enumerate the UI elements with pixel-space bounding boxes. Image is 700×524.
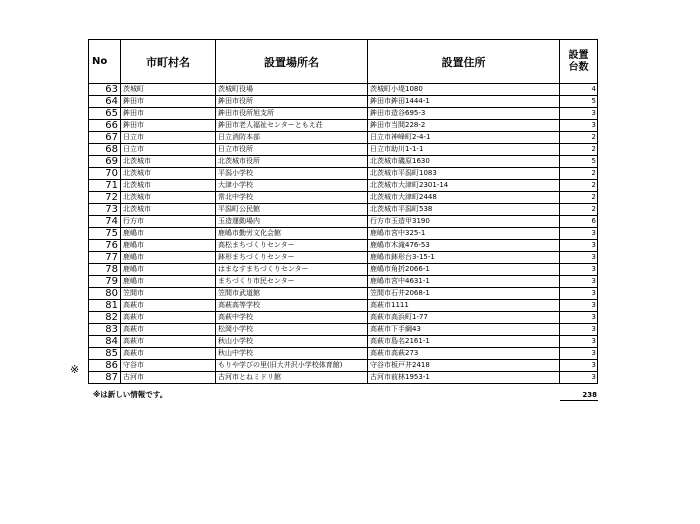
row-count: 3 [560, 240, 598, 252]
row-city: 北茨城市 [121, 168, 216, 180]
facility-table [88, 39, 598, 384]
row-place: 常北中学校 [216, 192, 368, 204]
row-city: 茨城町 [121, 84, 216, 96]
row-count: 2 [560, 192, 598, 204]
row-place: まちづくり市民センター [216, 276, 368, 288]
row-city: 行方市 [121, 216, 216, 228]
row-address: 日立市助川1-1-1 [368, 144, 560, 156]
row-no: 76 [89, 240, 121, 252]
row-city: 鉾田市 [121, 108, 216, 120]
table-body [89, 84, 598, 384]
row-address: 高萩市高浜町1-77 [368, 312, 560, 324]
row-address: 鉾田市当間228-2 [368, 120, 560, 132]
row-no: 75 [89, 228, 121, 240]
row-address: 高萩市下手綱43 [368, 324, 560, 336]
row-count: 4 [560, 84, 598, 96]
header-address: 設置住所 [368, 40, 560, 84]
row-address: 茨城町小堤1080 [368, 84, 560, 96]
row-city: 高萩市 [121, 336, 216, 348]
row-place: 笠間市武道館 [216, 288, 368, 300]
row-no: 78 [89, 264, 121, 276]
row-no: 86 [89, 360, 121, 372]
row-count: 3 [560, 324, 598, 336]
row-city: 高萩市 [121, 324, 216, 336]
header-count [560, 40, 598, 84]
row-city: 北茨城市 [121, 156, 216, 168]
table-row [89, 180, 598, 192]
row-count: 3 [560, 348, 598, 360]
row-count: 2 [560, 180, 598, 192]
row-no: 83 [89, 324, 121, 336]
row-address: 鉾田市鉾田1444-1 [368, 96, 560, 108]
row-city: 笠間市 [121, 288, 216, 300]
row-address: 鹿嶋市木滝476-53 [368, 240, 560, 252]
row-city: 日立市 [121, 144, 216, 156]
row-place: 松岡小学校 [216, 324, 368, 336]
row-place: もりや学びの里(旧大井沢小学校体育館) [216, 360, 368, 372]
table-row [89, 348, 598, 360]
row-address: 古河市前林1953-1 [368, 372, 560, 384]
table-row [89, 156, 598, 168]
row-place: 大津小学校 [216, 180, 368, 192]
row-count: 5 [560, 156, 598, 168]
row-no: 84 [89, 336, 121, 348]
table-row [89, 336, 598, 348]
header-place: 設置場所名 [216, 40, 368, 84]
row-count: 3 [560, 288, 598, 300]
row-no: 71 [89, 180, 121, 192]
row-count: 3 [560, 108, 598, 120]
table-row [89, 204, 598, 216]
row-address: 北茨城市大津町2448 [368, 192, 560, 204]
row-city: 鉾田市 [121, 120, 216, 132]
row-city: 鹿嶋市 [121, 264, 216, 276]
row-address: 高萩市1111 [368, 300, 560, 312]
row-count: 6 [560, 216, 598, 228]
row-place: 北茨城市役所 [216, 156, 368, 168]
header-city: 市町村名 [121, 40, 216, 84]
row-count: 3 [560, 336, 598, 348]
row-address: 日立市神峰町2-4-1 [368, 132, 560, 144]
row-city: 鹿嶋市 [121, 276, 216, 288]
row-no: 85 [89, 348, 121, 360]
row-no: 73 [89, 204, 121, 216]
row-count: 2 [560, 168, 598, 180]
table-row [89, 372, 598, 384]
row-city: 北茨城市 [121, 180, 216, 192]
row-no: 68 [89, 144, 121, 156]
row-address: 鹿嶋市宮中325-1 [368, 228, 560, 240]
row-place: 日立市役所 [216, 144, 368, 156]
row-count: 3 [560, 276, 598, 288]
table-row [89, 192, 598, 204]
row-address: 北茨城市大津町2301-14 [368, 180, 560, 192]
row-count: 3 [560, 372, 598, 384]
row-city: 鹿嶋市 [121, 240, 216, 252]
row-address: 北茨城市磯原1630 [368, 156, 560, 168]
row-address: 行方市玉造甲3190 [368, 216, 560, 228]
table-row [89, 108, 598, 120]
row-no: 70 [89, 168, 121, 180]
row-count: 3 [560, 312, 598, 324]
row-place: 鉾田市役所 [216, 96, 368, 108]
row-place: 鹿嶋市勤労文化会館 [216, 228, 368, 240]
row-address: 鉾田市造谷695-3 [368, 108, 560, 120]
row-count: 3 [560, 252, 598, 264]
row-place: 鉢形まちづくりセンター [216, 252, 368, 264]
row-count: 2 [560, 144, 598, 156]
row-no: 69 [89, 156, 121, 168]
row-city: 古河市 [121, 372, 216, 384]
row-count: 3 [560, 300, 598, 312]
row-city: 鹿嶋市 [121, 228, 216, 240]
row-city: 北茨城市 [121, 192, 216, 204]
row-no: 87 [89, 372, 121, 384]
new-info-marker: ※ [70, 363, 80, 376]
row-city: 鹿嶋市 [121, 252, 216, 264]
table-row [89, 96, 598, 108]
row-address: 高萩市島名2161-1 [368, 336, 560, 348]
row-city: 高萩市 [121, 312, 216, 324]
header-count-line1: 設置 [568, 49, 589, 61]
table-row [89, 240, 598, 252]
header-count-line2: 台数 [568, 61, 589, 73]
row-city: 北茨城市 [121, 204, 216, 216]
row-count: 3 [560, 120, 598, 132]
row-no: 74 [89, 216, 121, 228]
row-place: 高萩中学校 [216, 312, 368, 324]
row-no: 64 [89, 96, 121, 108]
row-no: 82 [89, 312, 121, 324]
row-place: 鉾田市役所旭支所 [216, 108, 368, 120]
row-place: 日立消防本部 [216, 132, 368, 144]
row-no: 72 [89, 192, 121, 204]
row-address: 北茨城市平潟町538 [368, 204, 560, 216]
row-city: 守谷市 [121, 360, 216, 372]
row-address: 鹿嶋市宮中4631-1 [368, 276, 560, 288]
row-count: 3 [560, 228, 598, 240]
table-row [89, 228, 598, 240]
table-row [89, 360, 598, 372]
row-address: 鹿嶋市角折2066-1 [368, 264, 560, 276]
table-row [89, 120, 598, 132]
table-row [89, 264, 598, 276]
row-address: 高萩市高萩273 [368, 348, 560, 360]
row-address: 北茨城市平潟町1083 [368, 168, 560, 180]
row-no: 77 [89, 252, 121, 264]
row-count: 5 [560, 96, 598, 108]
row-place: 玉造運動場内 [216, 216, 368, 228]
table-row [89, 132, 598, 144]
table-row [89, 252, 598, 264]
row-place: 茨城町役場 [216, 84, 368, 96]
table-row [89, 84, 598, 96]
table-row [89, 288, 598, 300]
table-row [89, 144, 598, 156]
row-no: 63 [89, 84, 121, 96]
facility-table-sheet [88, 39, 598, 384]
row-city: 日立市 [121, 132, 216, 144]
row-count: 2 [560, 132, 598, 144]
row-count: 3 [560, 264, 598, 276]
row-address: 鹿嶋市鉢形台3-15-1 [368, 252, 560, 264]
row-no: 81 [89, 300, 121, 312]
table-header-row [89, 40, 598, 84]
row-address: 笠間市石井2068-1 [368, 288, 560, 300]
row-count: 3 [560, 360, 598, 372]
row-no: 65 [89, 108, 121, 120]
row-city: 高萩市 [121, 300, 216, 312]
row-count: 2 [560, 204, 598, 216]
row-place: 古河市とねミドリ館 [216, 372, 368, 384]
table-row [89, 324, 598, 336]
table-row [89, 216, 598, 228]
table-row [89, 300, 598, 312]
row-no: 66 [89, 120, 121, 132]
row-place: 平潟町公民館 [216, 204, 368, 216]
row-city: 鉾田市 [121, 96, 216, 108]
row-no: 80 [89, 288, 121, 300]
row-no: 67 [89, 132, 121, 144]
row-place: 鉾田市老人福祉センターともえ荘 [216, 120, 368, 132]
row-city: 高萩市 [121, 348, 216, 360]
row-address: 守谷市板戸井2418 [368, 360, 560, 372]
row-place: 高萩高等学校 [216, 300, 368, 312]
row-place: 秋山中学校 [216, 348, 368, 360]
table-row [89, 168, 598, 180]
table-row [89, 312, 598, 324]
table-row [89, 276, 598, 288]
footer-note: ※は新しい情報です。 [93, 390, 168, 399]
header-no: No [89, 40, 121, 84]
row-place: はまなすまちづくりセンター [216, 264, 368, 276]
row-place: 平潟小学校 [216, 168, 368, 180]
row-no: 79 [89, 276, 121, 288]
row-place: 高松まちづくりセンター [216, 240, 368, 252]
row-place: 秋山小学校 [216, 336, 368, 348]
total-count: 238 [560, 389, 598, 401]
